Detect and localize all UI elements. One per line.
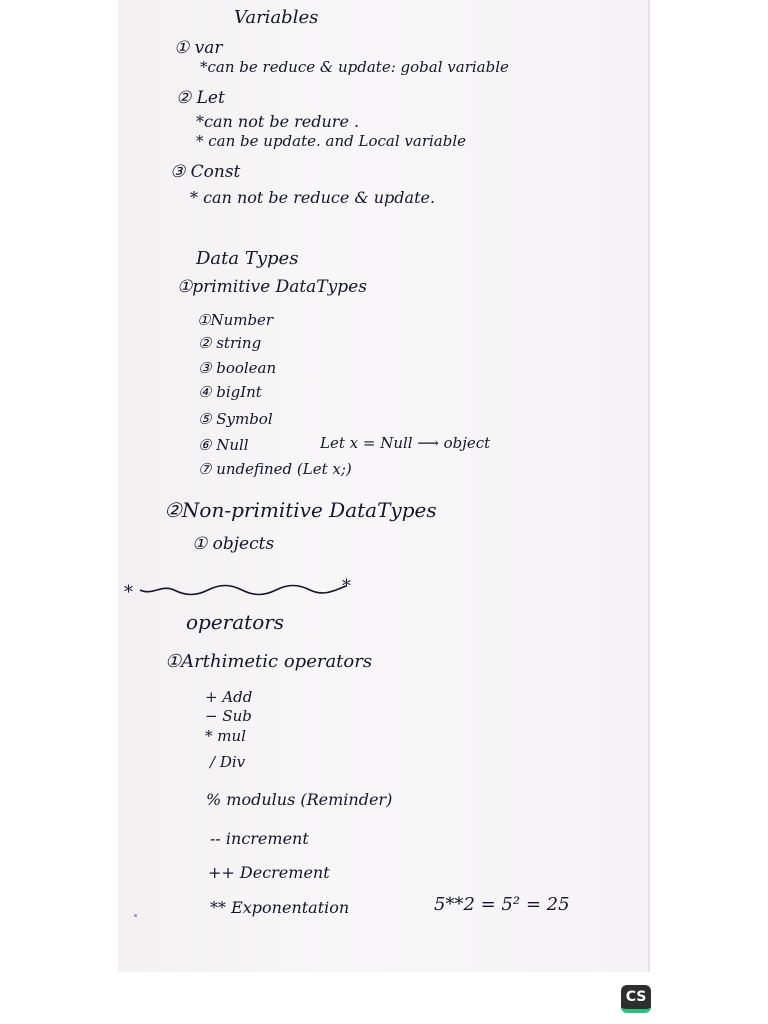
primitive-item-bigint: ④ bigInt	[198, 383, 262, 401]
primitive-item-symbol: ⑤ Symbol	[198, 410, 273, 428]
non-primitive-heading: ②Non-primitive DataTypes	[164, 498, 437, 522]
camscanner-logo: CS	[621, 985, 651, 1013]
primitive-item-boolean: ③ boolean	[198, 359, 277, 377]
null-example: Let x = Null ⟶ object	[320, 434, 491, 452]
operator-div: / Div	[210, 753, 246, 771]
operator-sub: − Sub	[205, 707, 252, 725]
var-heading: ① var	[174, 38, 223, 58]
exponent-example: 5**2 = 5² = 25	[434, 894, 570, 915]
operator-increment: -- increment	[210, 829, 309, 848]
operator-decrement: ++ Decrement	[208, 863, 330, 882]
operator-modulus: % modulus (Reminder)	[206, 790, 393, 809]
let-heading: ② Let	[176, 88, 225, 108]
wavy-divider	[122, 578, 362, 603]
let-note-2: * can be update. and Local variable	[196, 132, 467, 150]
non-primitive-item-objects: ① objects	[192, 534, 275, 554]
primitive-heading: ①primitive DataTypes	[177, 277, 367, 297]
arithmetic-heading: ①Arthimetic operators	[165, 651, 373, 672]
let-note-1: *can not be redure .	[196, 112, 360, 131]
primitive-item-string: ② string	[198, 334, 262, 352]
primitive-item-undefined: ⑦ undefined (Let x;)	[198, 460, 352, 478]
operators-title: operators	[186, 610, 285, 634]
primitive-item-null: ⑥ Null	[198, 436, 249, 454]
divider-left-star: *	[124, 582, 133, 603]
primitive-item-number: ①Number	[197, 311, 274, 329]
data-types-title: Data Types	[196, 248, 299, 269]
page-dot	[134, 914, 137, 917]
const-heading: ③ Const	[170, 162, 241, 182]
divider-right-star: *	[342, 576, 351, 597]
operator-add: + Add	[205, 688, 253, 706]
const-note: * can not be reduce & update.	[190, 188, 436, 207]
variables-title: Variables	[234, 7, 319, 28]
var-note: *can be reduce & update: gobal variable	[200, 58, 509, 76]
operator-exponentation: ** Exponentation	[210, 898, 350, 917]
operator-mul: * mul	[205, 727, 246, 745]
